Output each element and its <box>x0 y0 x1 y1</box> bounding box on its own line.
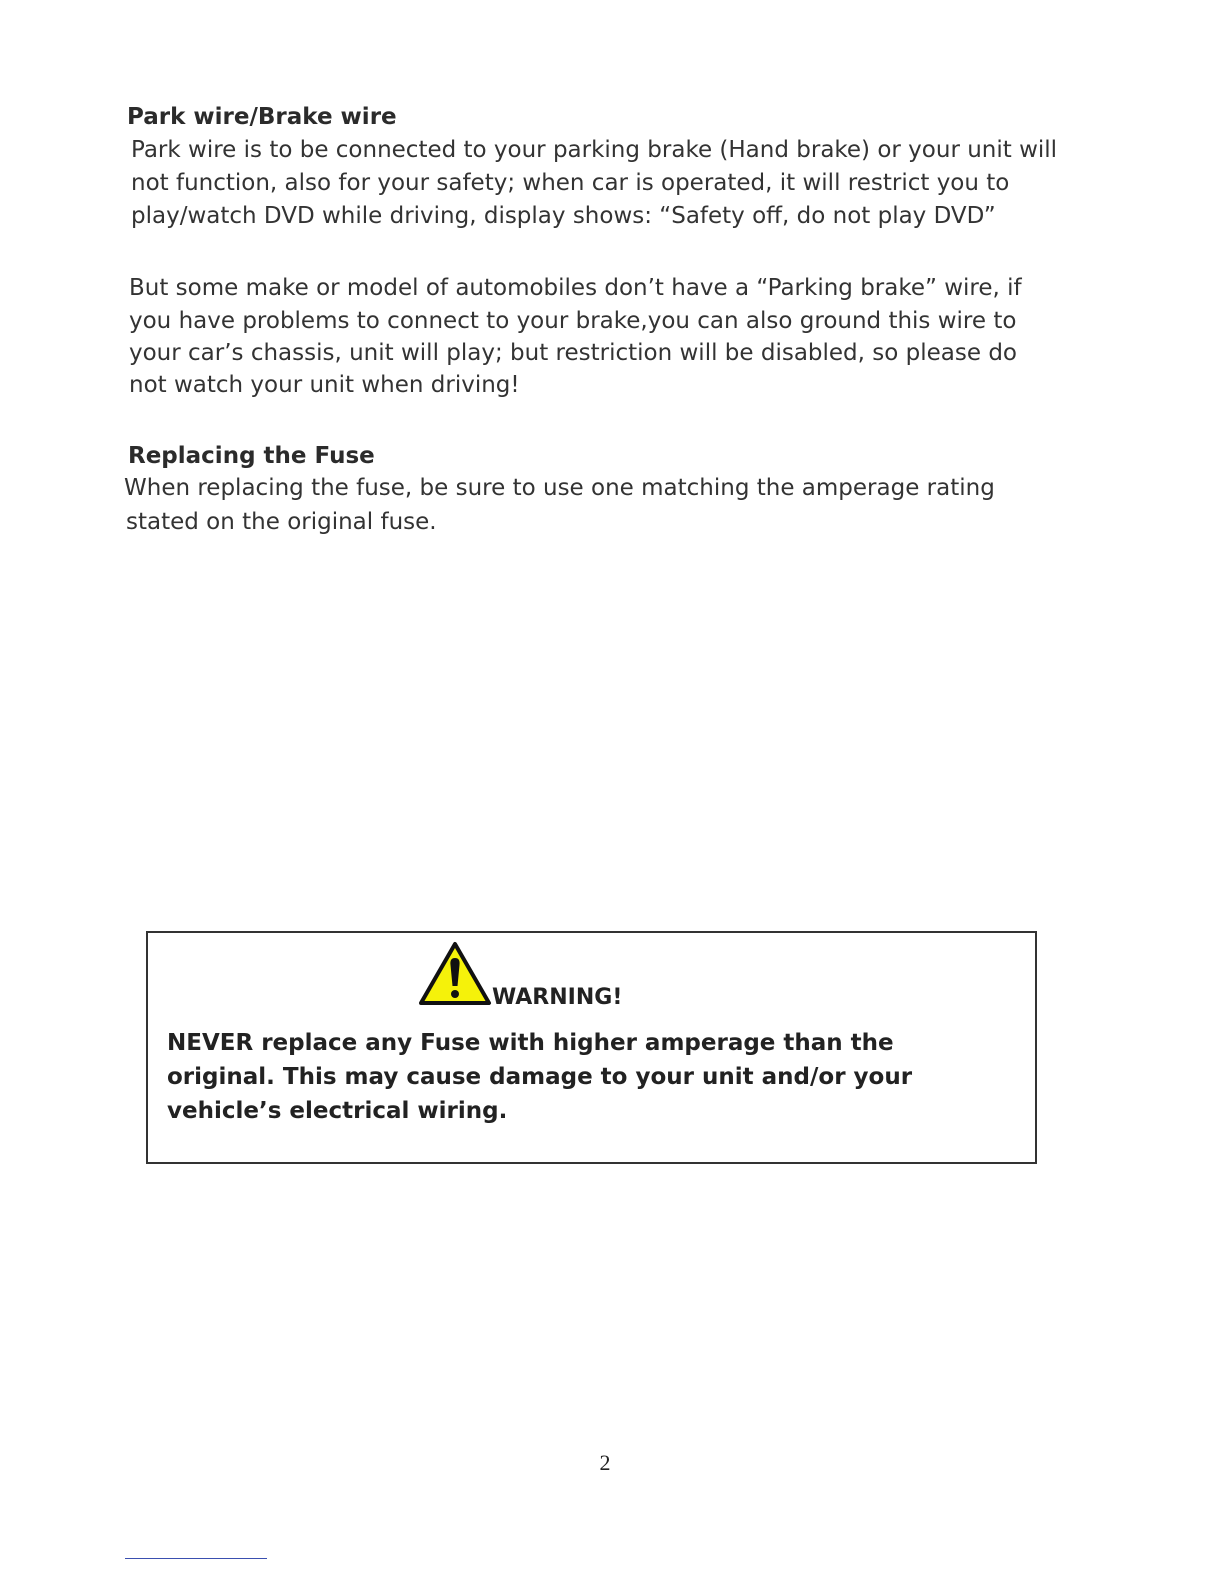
fuse-line-2: stated on the original fuse. <box>126 509 437 535</box>
park-para1-line-3: play/watch DVD while driving, display shows: “Safety off, do not play DVD” <box>131 203 996 229</box>
footnote-rule <box>125 1558 267 1559</box>
warning-triangle-icon <box>418 941 492 1007</box>
warning-box <box>146 931 1037 1164</box>
warning-line-2: original. This may cause damage to your unit and/or your <box>167 1064 913 1090</box>
park-para2-line-4: not watch your unit when driving! <box>129 372 520 398</box>
park-para1-line-1: Park wire is to be connected to your parking brake (Hand brake) or your unit will <box>131 137 1058 163</box>
park-para2-line-2: you have problems to connect to your brake,you can also ground this wire to <box>129 308 1017 334</box>
park-wire-heading: Park wire/Brake wire <box>127 104 397 130</box>
park-para2-line-3: your car’s chassis, unit will play; but restriction will be disabled, so please do <box>129 340 1017 366</box>
warning-line-3: vehicle’s electrical wiring. <box>167 1098 508 1124</box>
warning-title: WARNING! <box>492 985 623 1010</box>
park-para1-line-2: not function, also for your safety; when car is operated, it will restrict you to <box>131 170 1010 196</box>
warning-line-1: NEVER replace any Fuse with higher amperage than the <box>167 1030 894 1056</box>
fuse-line-1: When replacing the fuse, be sure to use one matching the amperage rating <box>124 475 995 501</box>
fuse-heading: Replacing the Fuse <box>128 443 375 469</box>
page-number: 2 <box>599 1450 611 1475</box>
park-para2-line-1: But some make or model of automobiles don’t have a “Parking brake” wire, if <box>129 275 1022 301</box>
